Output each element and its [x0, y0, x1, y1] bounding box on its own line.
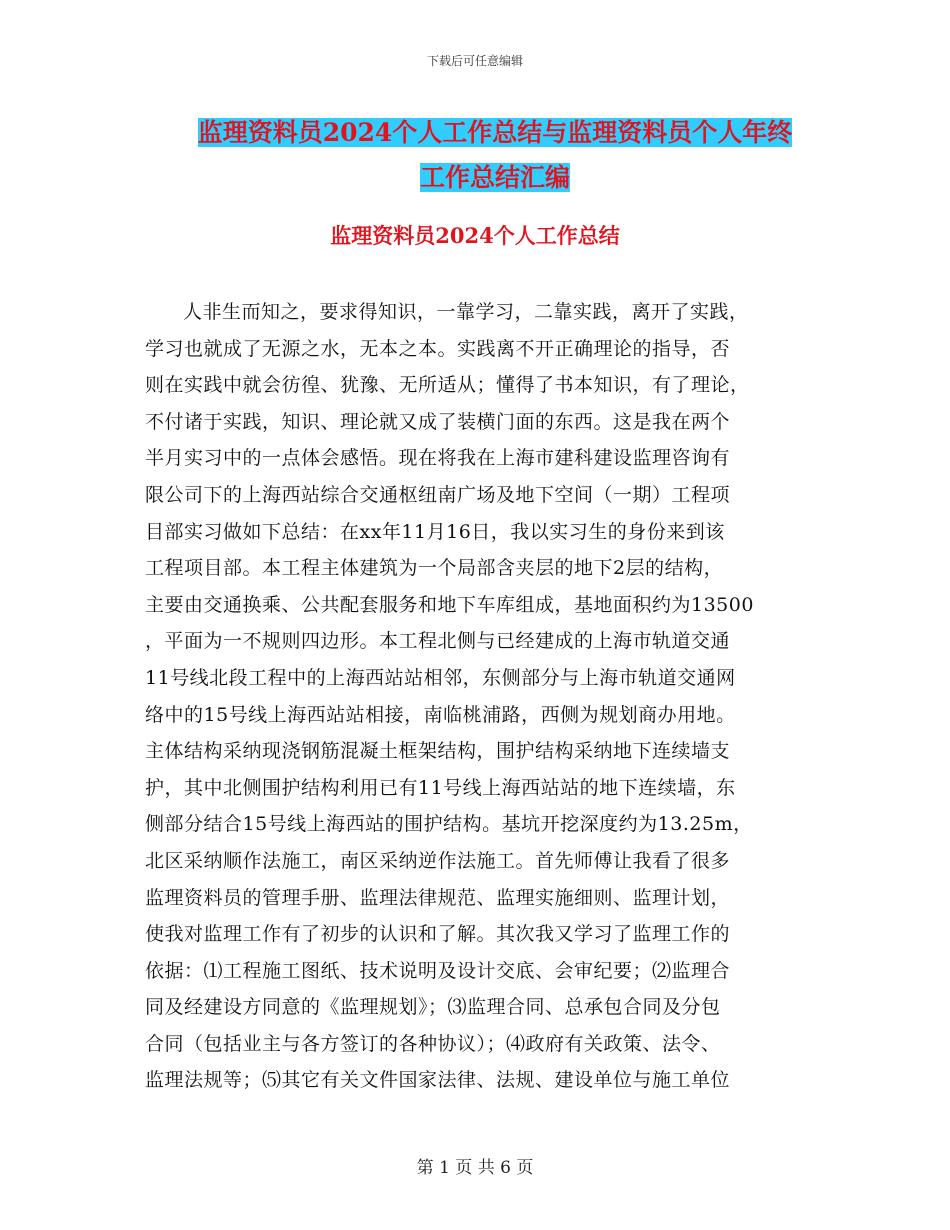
- paragraph-line: 半月实习中的一点体会感悟。现在将我在上海市建科建设监理咨询有: [145, 447, 731, 470]
- paragraph-line: 依据：⑴工程施工图纸、技术说明及设计交底、会审纪要；⑵监理合: [145, 959, 731, 982]
- paragraph-line: 不付诸于实践，知识、理论就又成了装横门面的东西。这是我在两个: [145, 410, 731, 433]
- header-note: 下载后可任意编辑: [426, 54, 523, 68]
- paragraph-line: 学习也就成了无源之水，无本之本。实践离不开正确理论的指导，否: [145, 337, 731, 360]
- paragraph-line: ，平面为一不规则四边形。本工程北侧与已经建成的上海市轨道交通: [145, 630, 731, 653]
- document-title: [150, 110, 840, 200]
- paragraph-line: 则在实践中就会彷徨、犹豫、无所适从；懂得了书本知识，有了理论，: [145, 374, 750, 397]
- paragraph-line: 11号线北段工程中的上海西站站相邻，东侧部分与上海市轨道交通网: [145, 666, 736, 689]
- paragraph-line: 目部实习做如下总结：在xx年11月16日，我以实习生的身份来到该: [145, 520, 725, 543]
- paragraph-line: 合同（包括业主与各方签订的各种协议）；⑷政府有关政策、法令、: [145, 1032, 721, 1055]
- paragraph-line: 限公司下的上海西站综合交通枢纽南广场及地下空间（一期）工程项: [145, 483, 731, 506]
- paragraph-line: 北区采纳顺作法施工，南区采纳逆作法施工。首先师傅让我看了很多: [145, 849, 731, 872]
- paragraph-line: 使我对监理工作有了初步的认识和了解。其次我又学习了监理工作的: [145, 923, 731, 946]
- body-paragraph: [145, 294, 810, 1099]
- paragraph-line: 同及经建设方同意的《监理规划》；⑶监理合同、总承包合同及分包: [145, 996, 721, 1019]
- paragraph-line: 主要由交通换乘、公共配套服务和地下车库组成，基地面积约为13500: [145, 593, 754, 616]
- paragraph-line: 监理法规等；⑸其它有关文件国家法律、法规、建设单位与施工单位: [145, 1069, 731, 1092]
- paragraph-line: 侧部分结合15号线上海西站的围护结构。基坑开挖深度约为13.25m，: [145, 813, 753, 836]
- section-title: 监理资料员2024个人工作总结: [330, 223, 620, 248]
- paragraph-line: 主体结构采纳现浇钢筋混凝土框架结构，围护结构采纳地下连续墙支: [145, 740, 731, 763]
- paragraph-line: 人非生而知之，要求得知识，一靠学习，二靠实践，离开了实践，: [183, 301, 749, 323]
- paragraph-line: 工程项目部。本工程主体建筑为一个局部含夹层的地下2层的结构，: [145, 557, 724, 580]
- paragraph-line: 监理资料员的管理手册、监理法律规范、监理实施细则、监理计划，: [145, 886, 731, 909]
- page-footer: 第 1 页 共 6 页: [416, 1158, 534, 1178]
- document-title-line-2: 工作总结汇编: [419, 163, 570, 192]
- paragraph-line: 护，其中北侧围护结构利用已有11号线上海西站站的地下连续墙，东: [145, 776, 736, 799]
- document-title-line-1: 监理资料员2024个人工作总结与监理资料员个人年终: [197, 118, 793, 147]
- paragraph-line: 络中的15号线上海西站站相接，南临桃浦路，西侧为规划商办用地。: [145, 703, 736, 726]
